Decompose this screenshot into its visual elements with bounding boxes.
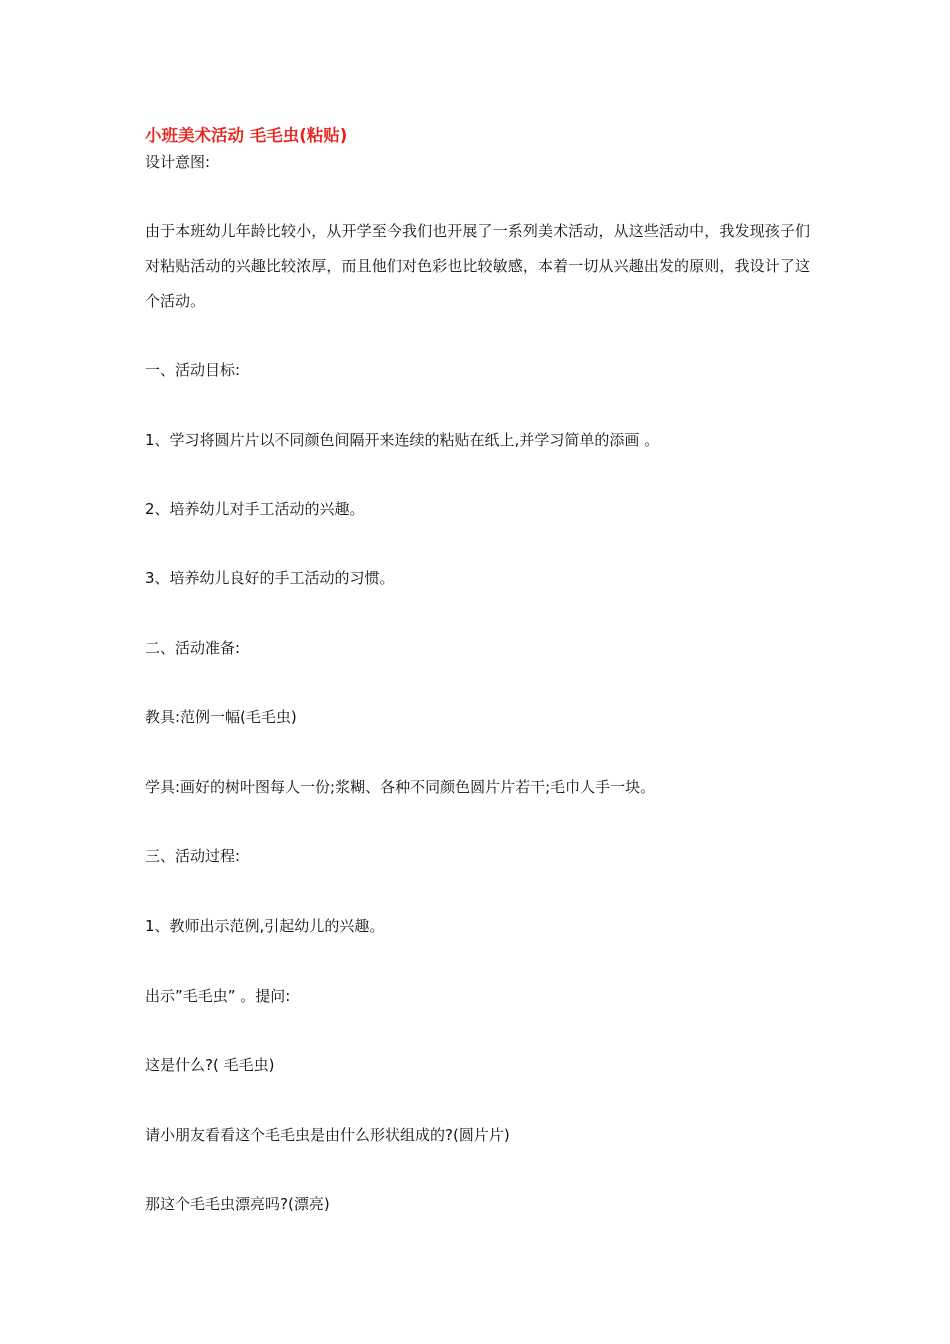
question-3: 那这个毛毛虫漂亮吗?(漂亮): [145, 1195, 330, 1213]
question-2: 请小朋友看看这个毛毛虫是由什么形状组成的?(圆片片): [145, 1126, 510, 1144]
design-intent-paragraph: 由于本班幼儿年龄比较小，从开学至今我们也开展了一系列美术活动，从这些活动中，我发现孩子们对粘贴活动的兴趣比较浓厚，而且他们对色彩也比较敏感，本着一切从兴趣出发的原则，我设计了这个活动。: [145, 222, 810, 310]
question-1: 这是什么?( 毛毛虫): [145, 1056, 275, 1074]
goal-item-2: 2、培养幼儿对手工活动的兴趣。: [145, 500, 365, 518]
goal-item-1: 1、学习将圆片片以不同颜色间隔开来连续的粘贴在纸上,并学习简单的添画 。: [145, 431, 660, 449]
process-step-1: 1、教师出示范例,引起幼儿的兴趣。: [145, 917, 385, 935]
design-intent-label: 设计意图:: [145, 153, 211, 171]
section-heading-process: 三、活动过程:: [145, 847, 241, 865]
student-materials: 学具:画好的树叶图每人一份;浆糊、各种不同颜色圆片片若干;毛巾人手一块。: [145, 778, 656, 796]
document-title: 小班美术活动 毛毛虫(粘贴): [145, 126, 348, 145]
show-question-line: 出示”毛毛虫” 。提问:: [145, 987, 291, 1005]
section-heading-preparation: 二、活动准备:: [145, 639, 241, 657]
teacher-materials: 教具:范例一幅(毛毛虫): [145, 708, 297, 726]
section-heading-goals: 一、活动目标:: [145, 361, 241, 379]
goal-item-3: 3、培养幼儿良好的手工活动的习惯。: [145, 569, 395, 587]
